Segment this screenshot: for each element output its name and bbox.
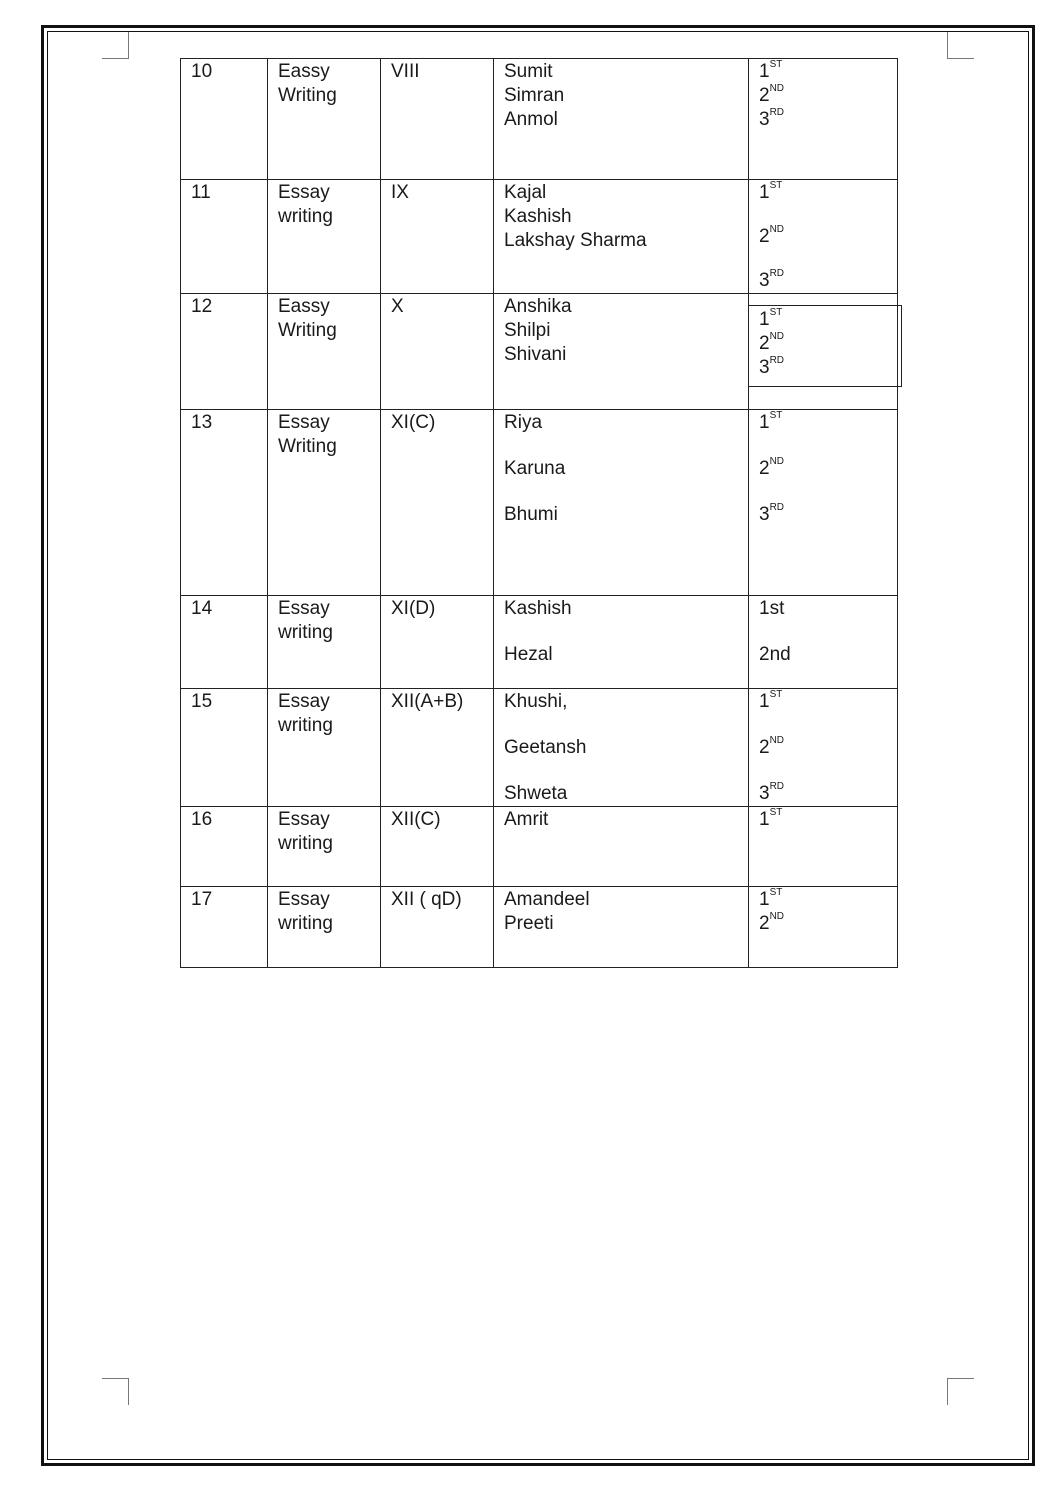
event-name-line: Essay [278,691,330,712]
row-number: 11 [191,182,211,203]
participant-name: Preeti [504,913,554,934]
position-number: 3 [759,504,770,525]
cell-number [181,689,268,807]
cell-number [181,410,268,596]
cell-event [268,294,381,410]
cell-participants [494,294,749,410]
participant-name: Shilpi [504,320,551,341]
cell-class [381,180,494,294]
position-number: 2 [759,737,770,758]
cell-event [268,410,381,596]
cell-position [749,180,898,294]
position-label [759,690,897,714]
table-row [181,59,898,180]
position-label [759,181,897,205]
participant-name: Geetansh [504,737,587,758]
class-name: IX [391,182,409,203]
position-suffix: ST [769,409,783,421]
class-name: VIII [391,61,420,82]
position-label [759,269,897,293]
position-number: 1 [759,309,770,330]
cell-event [268,596,381,689]
cell-participants [494,807,749,887]
position-label [759,736,897,760]
position-number: 1 [759,809,770,830]
event-name-line: Essay [278,889,330,910]
position-number: 3 [759,270,770,291]
cell-position [749,807,898,887]
position-label [759,503,897,527]
row-number: 10 [191,61,213,82]
position-suffix: ND [769,82,785,94]
position-label [759,808,897,832]
row-number: 12 [191,296,213,317]
position-number: 2 [759,458,770,479]
participant-name: Anshika [504,296,572,317]
position-label [759,411,897,435]
table-row [181,596,898,689]
cell-participants [494,596,749,689]
table-row [181,689,898,807]
participant-name: Amrit [504,809,549,830]
position-number: 1 [759,889,770,910]
participant-name: Sumit [504,61,553,82]
position-suffix: ST [769,886,783,898]
position-label [759,356,897,380]
position-number: 2nd [759,644,791,665]
crop-mark-top-right [947,32,974,59]
class-name: XI(C) [391,412,436,433]
position-number: 2 [759,913,770,934]
crop-mark-bottom-right [947,1378,974,1405]
position-suffix: ST [769,806,783,818]
cell-number [181,180,268,294]
event-name-line: Eassy [278,61,330,82]
position-suffix: ST [769,58,783,70]
position-label [759,643,897,667]
table-row [181,180,898,294]
position-number: 1 [759,412,770,433]
participant-name: Khushi, [504,691,568,712]
position-number: 2 [759,226,770,247]
cell-participants [494,887,749,968]
cell-event [268,807,381,887]
cell-position [749,410,898,596]
results-table [180,58,898,968]
position-suffix: RD [769,780,785,792]
cell-event [268,887,381,968]
position-number: 1 [759,691,770,712]
position-number: 3 [759,783,770,804]
event-name-line: writing [278,913,333,934]
position-label [759,597,897,621]
cell-number [181,596,268,689]
cell-class [381,689,494,807]
cell-number [181,887,268,968]
table-row [181,294,898,410]
event-name-line: Essay [278,412,330,433]
class-name: X [391,296,404,317]
cell-number [181,59,268,180]
cell-event [268,180,381,294]
cell-position [749,689,898,807]
event-name-line: Writing [278,320,337,341]
position-suffix: ST [769,179,783,191]
cell-position [749,294,898,410]
event-name-line: writing [278,622,333,643]
event-name-line: Essay [278,598,330,619]
event-name-line: writing [278,833,333,854]
cell-class [381,410,494,596]
cell-number [181,294,268,410]
position-number: 3 [759,357,770,378]
position-label [759,888,897,912]
participant-name: Lakshay Sharma [504,230,647,251]
row-number: 15 [191,691,213,712]
position-number: 1 [759,182,770,203]
position-suffix: RD [769,354,785,366]
position-suffix: ST [769,306,783,318]
cell-event [268,59,381,180]
crop-mark-top-left [102,32,129,59]
participant-name: Amandeel [504,889,590,910]
position-suffix: ND [769,910,785,922]
position-suffix: ND [769,734,785,746]
participant-name: Shivani [504,344,567,365]
event-name-line: Writing [278,85,337,106]
participant-name: Kashish [504,598,572,619]
cell-position [749,59,898,180]
position-label [759,108,897,132]
position-suffix: ND [769,455,785,467]
cell-position [749,596,898,689]
position-number: 1st [759,598,785,619]
row-number: 16 [191,809,213,830]
position-number: 2 [759,333,770,354]
class-name: XII ( qD) [391,889,462,910]
participant-name: Kashish [504,206,572,227]
position-suffix: ND [769,223,785,235]
participant-name: Anmol [504,109,558,130]
cell-participants [494,410,749,596]
participant-name: Simran [504,85,565,106]
position-label [759,912,897,936]
class-name: XII(A+B) [391,691,464,712]
event-name-line: Essay [278,182,330,203]
cell-class [381,294,494,410]
table-row [181,887,898,968]
cell-class [381,887,494,968]
event-name-line: Essay [278,809,330,830]
position-suffix: RD [769,106,785,118]
participant-name: Hezal [504,644,553,665]
class-name: XI(D) [391,598,436,619]
position-label [759,782,897,806]
participant-name: Kajal [504,182,547,203]
position-suffix: RD [769,267,785,279]
position-suffix: ST [769,688,783,700]
event-name-line: Writing [278,436,337,457]
row-number: 14 [191,598,213,619]
event-name-line: writing [278,206,333,227]
row-number: 13 [191,412,213,433]
position-label [759,84,897,108]
cell-participants [494,689,749,807]
row-number: 17 [191,889,213,910]
cell-class [381,59,494,180]
position-number: 3 [759,109,770,130]
participant-name: Shweta [504,783,568,804]
position-label [759,60,897,84]
cell-number [181,807,268,887]
cell-participants [494,180,749,294]
cell-class [381,596,494,689]
cell-event [268,689,381,807]
participant-name: Bhumi [504,504,558,525]
cell-class [381,807,494,887]
cell-position [749,887,898,968]
class-name: XII(C) [391,809,441,830]
participant-name: Karuna [504,458,566,479]
table-row [181,807,898,887]
position-number: 1 [759,61,770,82]
event-name-line: writing [278,715,333,736]
position-number: 2 [759,85,770,106]
position-suffix: RD [769,501,785,513]
position-label [759,308,897,332]
crop-mark-bottom-left [102,1378,129,1405]
participant-name: Riya [504,412,543,433]
event-name-line: Eassy [278,296,330,317]
table-row [181,410,898,596]
position-label [759,457,897,481]
cell-participants [494,59,749,180]
position-suffix: ND [769,330,785,342]
position-label [759,225,897,249]
position-label [759,332,897,356]
